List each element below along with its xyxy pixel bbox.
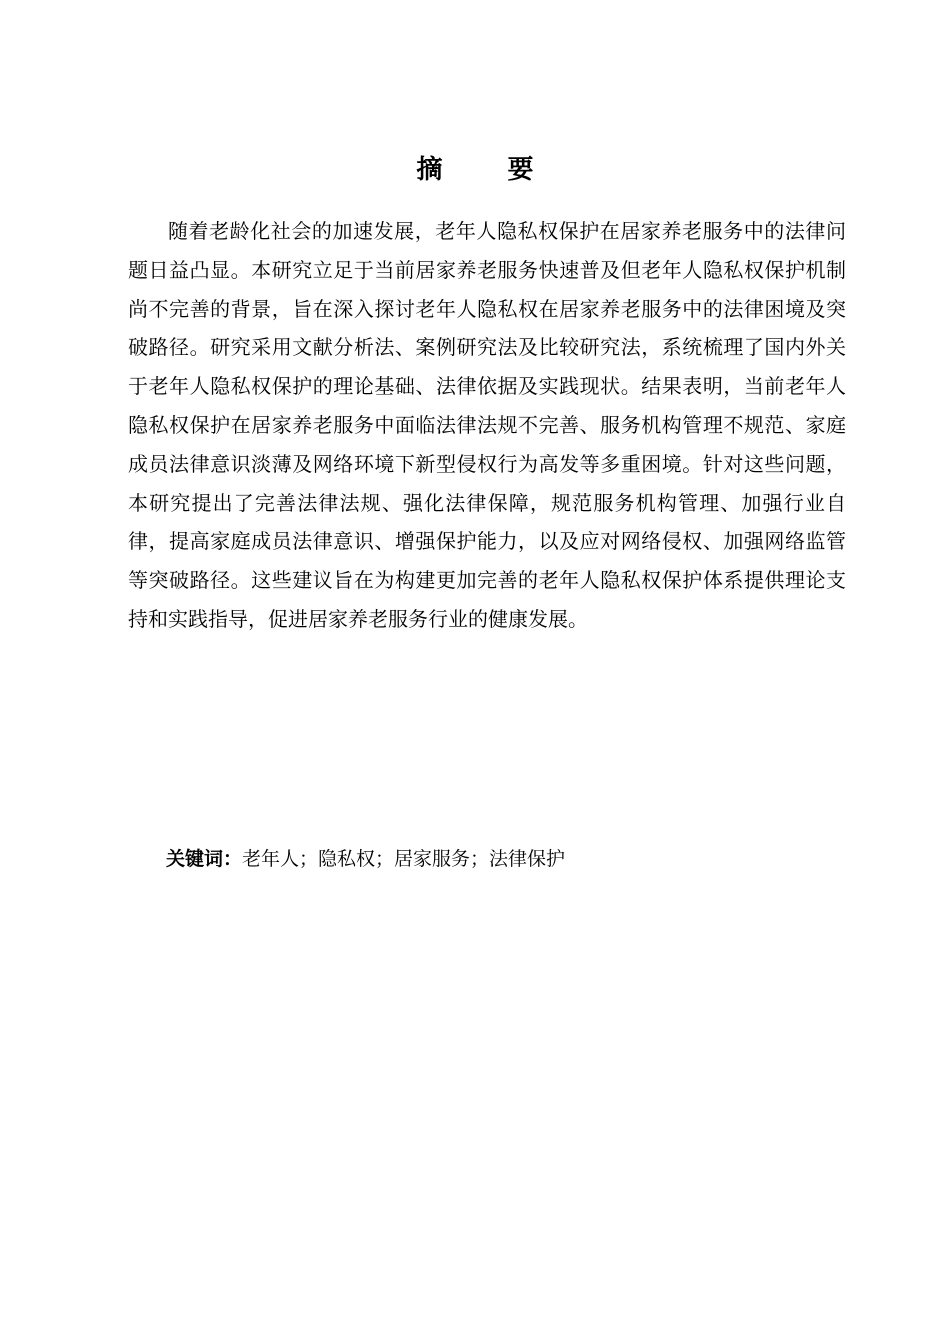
keywords-line <box>166 842 565 876</box>
abstract-title: 摘 要 <box>416 155 562 185</box>
keywords-label: 关键词： <box>166 848 243 870</box>
keywords-value: 老年人；隐私权；居家服务；法律保护 <box>242 848 566 870</box>
abstract-paragraph: 随着老龄化社会的加速发展，老年人隐私权保护在居家养老服务中的法律问题日益凸显。本研究立足于当前居家养老服务快速普及但老年人隐私权保护机制尚不完善的背景，旨在深入探讨老年人隐私权在居家养老服务中的法律困境及突破路径。研究采用文献分析法、案例研究法及比较研究法，系统梳理了国内外关于老年人隐私权保护的理论基础、法律依据及实践现状。结果表明，当前老年人隐私权保护在居家养老服务中面临法律法规不完善、服务机构管理不规范、家庭成员法律意识淡薄及网络环境下新型侵权行为高发等多重困境。针对这些问题，本研究提出了完善法律法规、强化法律保障，规范服务机构管理、加强行业自律，提高家庭成员法律意识、增强保护能力，以及应对网络侵权、加强网络监管等突破路径。这些建议旨在为构建更加完善的老年人隐私权保护体系提供理论支持和实践指导，促进居家养老服务行业的健康发展。 <box>128 219 846 631</box>
